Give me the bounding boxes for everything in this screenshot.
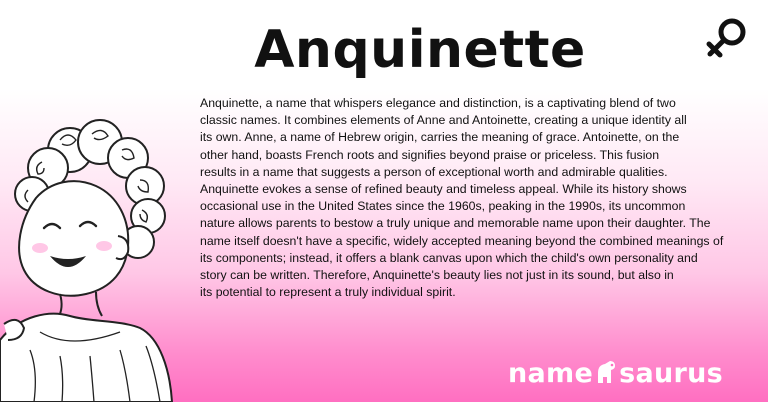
description-line: story can be written. Therefore, Anquinette's beauty lies not just in its sound, but also in: [200, 268, 674, 283]
description-line: Anquinette evokes a sense of refined beauty and timeless appeal. While its history shows: [200, 182, 687, 197]
description-line: nature allows parents to bestow a truly unique and memorable name upon their daughter. The: [200, 216, 711, 231]
logo-text-name: name: [508, 358, 594, 389]
description-line: its own. Anne, a name of Hebrew origin, carries the meaning of grace. Antoinette, on the: [200, 130, 680, 145]
description-line: classic names. It combines elements of Anne and Antoinette, creating a unique identity all: [200, 113, 687, 128]
description-line: other hand, boasts French roots and signifies beyond praise or priceless. This fusion: [200, 147, 660, 162]
description-line: its components; instead, it offers a blank canvas upon which the child's own personality and: [200, 250, 698, 265]
description-line: results in a name that suggests a person of exceptional worth and admirable qualities.: [200, 164, 668, 179]
name-description: [200, 95, 724, 301]
description-line: occasional use in the United States since the 1960s, peaking in the 1990s, its uncommon: [200, 199, 686, 214]
description-line: Anquinette, a name that whispers elegance and distinction, is a captivating blend of two: [200, 96, 676, 110]
description-line: name itself doesn't have a specific, widely accepted meaning beyond the combined meanings of: [200, 233, 724, 248]
description-line: its potential to represent a truly individual spirit.: [200, 285, 456, 300]
baby-girl-illustration: [0, 110, 180, 402]
logo-text-saurus: saurus: [619, 358, 724, 389]
female-symbol-icon: [703, 14, 751, 62]
dinosaur-icon: [594, 359, 618, 385]
namesaurus-logo: [508, 356, 723, 392]
page-title: Anquinette: [254, 20, 586, 80]
